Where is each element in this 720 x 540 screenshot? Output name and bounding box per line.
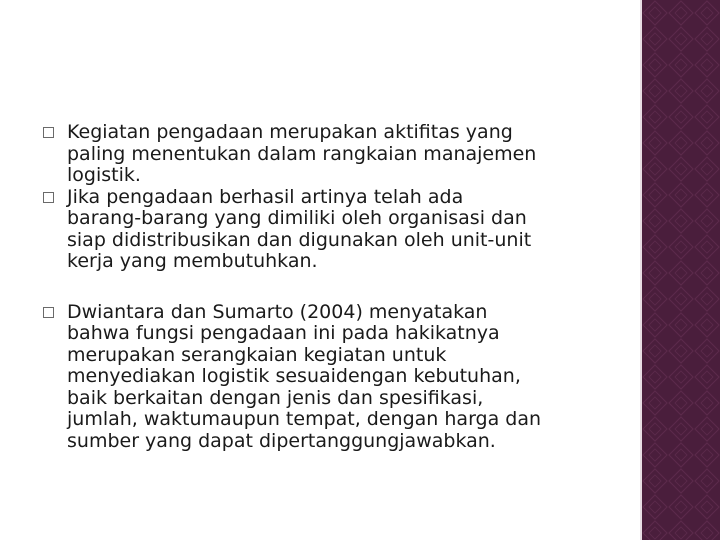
bullet-text: Jika pengadaan berhasil artinya telah ada barang-barang yang dimiliki oleh organisasi dan siap didistribusikan dan digunakan oleh unit-unit kerja yang membutuhkan.: [67, 185, 532, 272]
bullet-text: Dwiantara dan Sumarto (2004) menyatakan bahwa fungsi pengadaan ini pada hakikatnya merupakan serangkaian kegiatan untuk menyediakan logistik sesuaidengan kebutuhan, baik berkaitan dengan jenis dan spesifikasi, jumlah, waktumaupun tempat, dengan harga dan sumber yang dapat dipertanggungjawabkan.: [67, 300, 542, 452]
diamond-pattern-icon: [642, 0, 720, 540]
square-bullet-icon: [43, 127, 54, 138]
bullet-text: Kegiatan pengadaan merupakan aktifitas yang paling menentukan dalam rangkaian manajemen logistik.: [67, 121, 537, 186]
list-item: [42, 122, 622, 187]
square-bullet-icon: [43, 307, 54, 318]
list-item: [42, 302, 622, 453]
decorative-sidebar: [642, 0, 720, 540]
list-item: [42, 187, 622, 273]
bullet-list: [42, 122, 622, 452]
square-bullet-icon: [43, 192, 54, 203]
